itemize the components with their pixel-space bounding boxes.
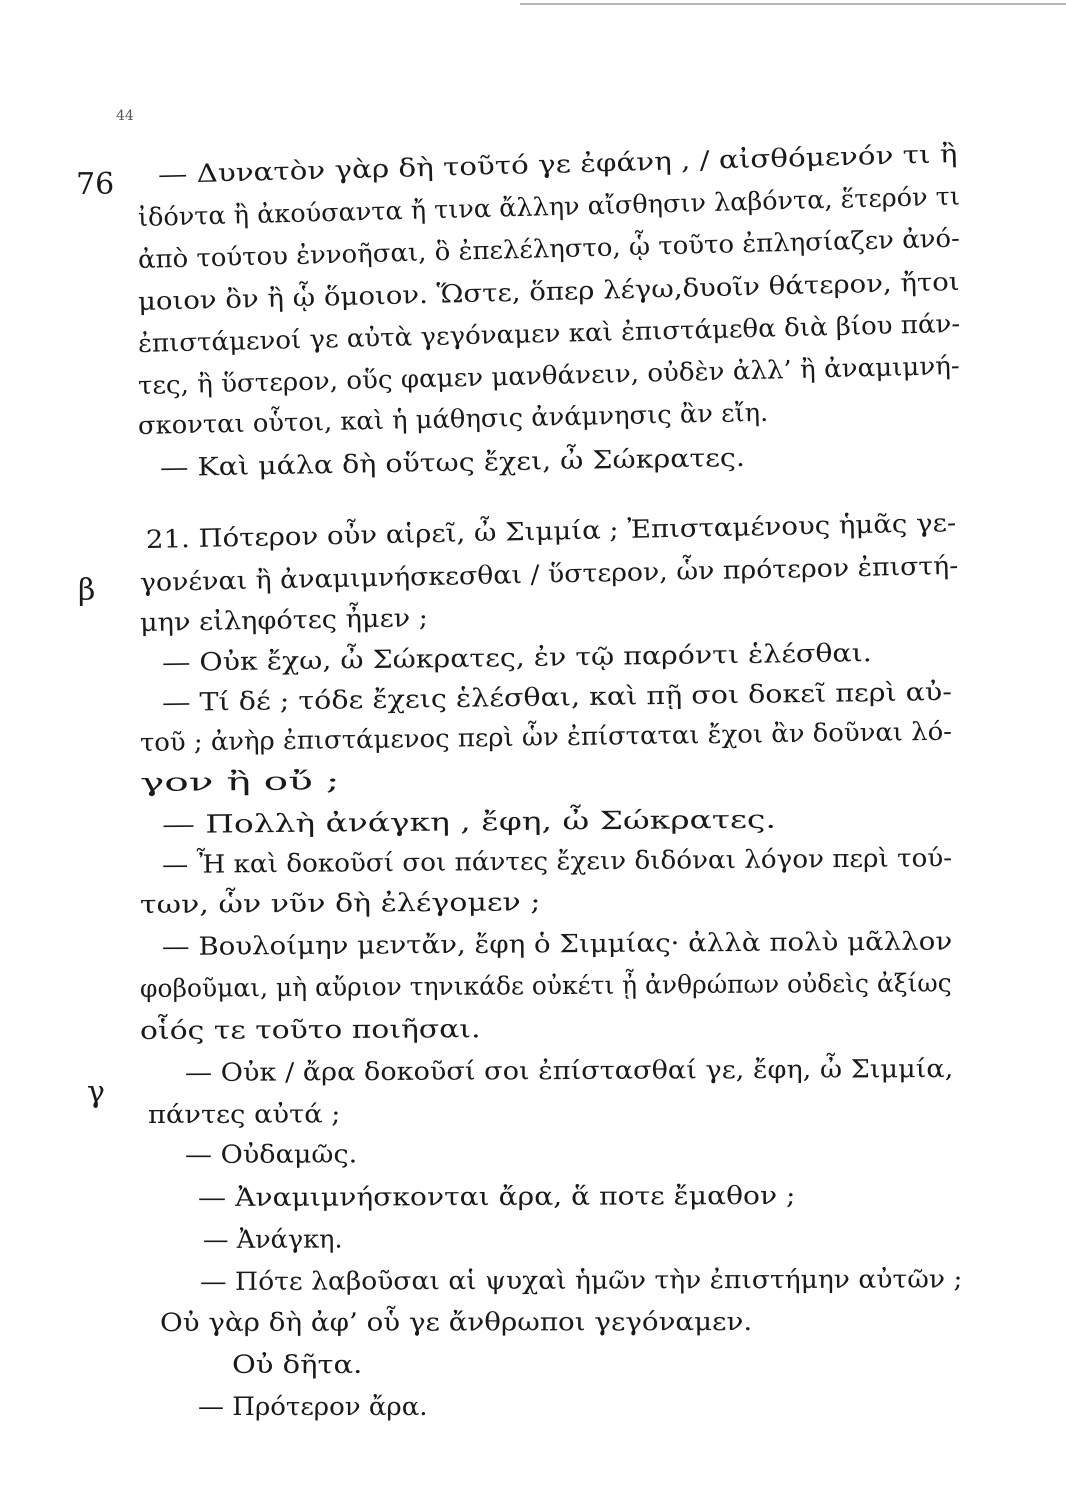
page-number: 44 [116, 108, 134, 124]
text-line: — Δυνατὸν γὰρ δὴ τοῦτό γε ἐφάνη , / αἰσθόμενόν τι ἢ [157, 139, 958, 189]
text-line: ἰδόντα ἢ ἀκούσαντα ἤ τινα ἄλλην αἴσθησιν λαβόντα, ἕτερόν τι [137, 181, 961, 232]
text-line: Οὐ γὰρ δὴ ἀφ’ οὗ γε ἄνθρωποι γεγόναμεν. [159, 1306, 753, 1337]
text-line: Οὐ δῆτα. [232, 1350, 363, 1379]
text-line: — Ἀναμιμνήσκονται ἄρα, ἅ ποτε ἔμαθον ; [197, 1180, 796, 1212]
text-line: — Πότε λαβοῦσαι αἱ ψυχαὶ ἡμῶν τὴν ἐπιστήμην αὐτῶν ; [199, 1264, 963, 1296]
text-line: γονέναι ἢ ἀναμιμνήσκεσθαι / ὕστερον, ὧν πρότερον ἐπιστή- [139, 550, 959, 597]
text-line: πάντες αὐτά ; [147, 1099, 341, 1129]
scan-top-edge [520, 3, 1066, 5]
text-line: — Πολλὴ ἀνάγκη , ἔφη, ὦ Σώκρατες. [161, 804, 776, 839]
text-line: — Βουλοίμην μεντἄν, ἔφη ὁ Σιμμίας· ἀλλὰ πολὺ μᾶλλον [161, 926, 953, 961]
text-line: μοιον ὂν ἢ ᾧ ὅμοιον. Ὥστε, ὅπερ λέγω,δυοῖν θάτερον, ἤτοι [137, 266, 960, 316]
text-line: οἷός τε τοῦτο ποιῆσαι. [139, 1014, 481, 1045]
text-line: σκονται οὗτοι, καὶ ἡ μάθησις ἀνάμνησις ἂν εἴη. [137, 397, 769, 440]
text-line: 21. Πότερον οὖν αἱρεῖ, ὦ Σιμμία ; Ἐπισταμένους ἡμᾶς γε- [145, 508, 957, 554]
text-line: τες, ἢ ὕστερον, οὕς φαμεν μανθάνειν, οὐδὲν ἀλλ’ ἢ ἀναμιμνή- [137, 350, 960, 400]
text-line: φοβοῦμαι, μὴ αὔριον τηνικάδε οὐκέτι ᾖ ἀνθρώπων οὐδεὶς ἀξίως [139, 968, 952, 1003]
text-line: των, ὧν νῦν δὴ ἐλέγομεν ; [139, 887, 541, 919]
text-line: — Τί δέ ; τόδε ἔχεις ἑλέσθαι, καὶ πῇ σοι δοκεῖ περὶ αὐ- [161, 676, 953, 717]
margin-section-beta: β [78, 573, 96, 608]
text-line: — Ἦ καὶ δοκοῦσί σοι πάντες ἔχειν διδόναι λόγον περὶ τού- [161, 843, 953, 879]
text-line: γον ἢ οὔ ; [139, 766, 340, 797]
margin-section-gamma: γ [87, 1075, 105, 1110]
text-line: — Ἀνάγκη. [202, 1224, 343, 1254]
text-line: — Πρότερον ἄρα. [198, 1392, 428, 1421]
margin-stephanus-number: 76 [76, 167, 115, 202]
text-line: μην εἰληφότες ἦμεν ; [139, 602, 429, 637]
text-line: — Οὐδαμῶς. [184, 1139, 358, 1169]
text-line: ἀπὸ τούτου ἐννοῆσαι, ὃ ἐπελέληστο, ᾧ τοῦτο ἐπλησίαζεν ἀνό- [137, 223, 961, 274]
text-line: — Οὐκ / ἄρα δοκοῦσί σοι ἐπίστασθαί γε, ἔφη, ὦ Σιμμία, [184, 1053, 954, 1087]
text-line: ἐπιστάμενοί γε αὐτὰ γεγόναμεν καὶ ἐπιστάμεθα διὰ βίου πάν- [137, 308, 961, 358]
text-line: τοῦ ; ἀνὴρ ἐπιστάμενος περὶ ὧν ἐπίσταται ἔχοι ἂν δοῦναι λό- [139, 716, 953, 757]
text-line: — Οὐκ ἔχω, ὦ Σώκρατες, ἐν τῷ παρόντι ἑλέσθαι. [161, 638, 872, 677]
text-line: — Καὶ μάλα δὴ οὕτως ἔχει, ὦ Σώκρατες. [159, 442, 746, 482]
